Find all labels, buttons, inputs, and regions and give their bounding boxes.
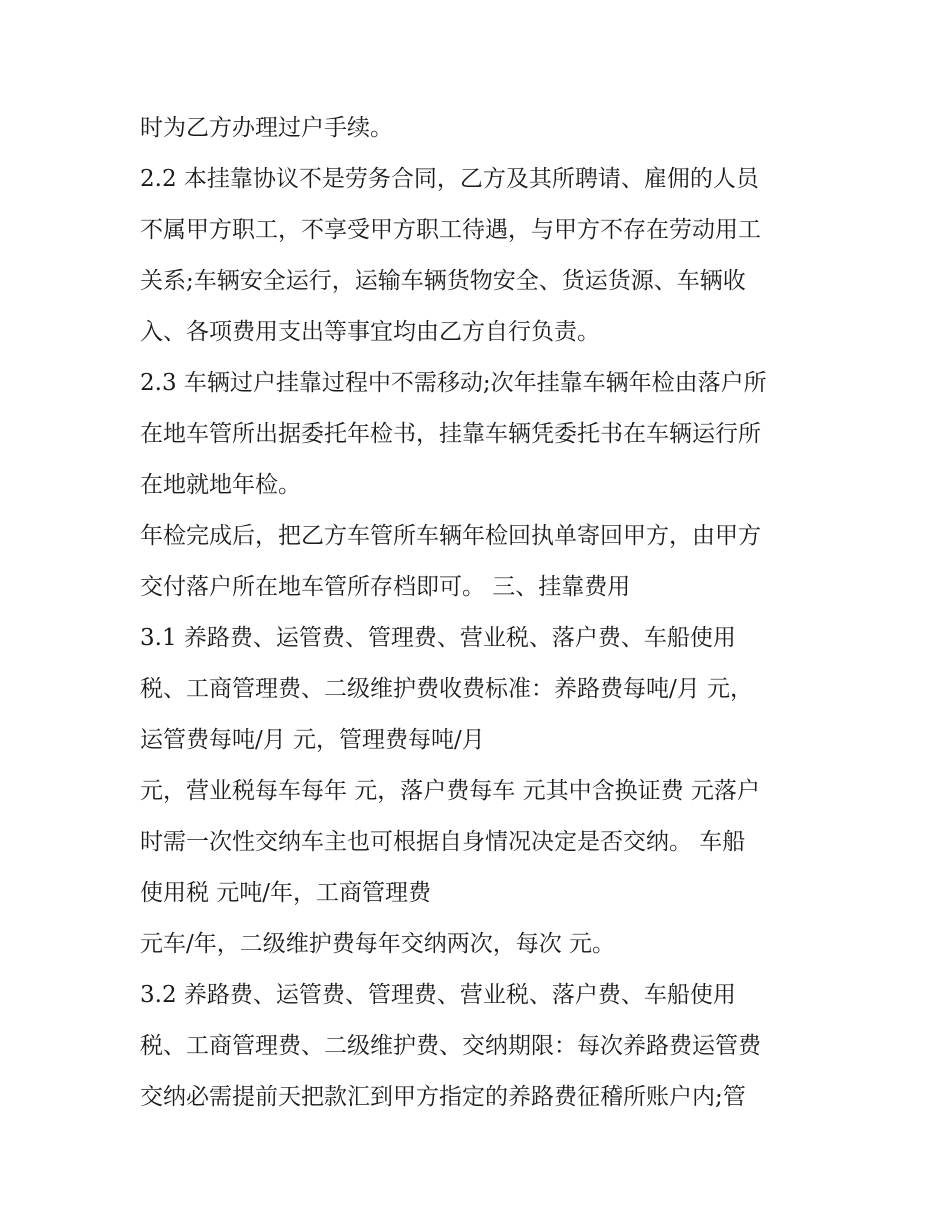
text-line: 3.2 养路费、运管费、管理费、营业税、落户费、车船使用: [140, 982, 736, 1008]
text-line: 使用税 元吨/年，工商管理费: [140, 880, 432, 906]
text-line: 在地车管所出据委托年检书，挂靠车辆凭委托书在车辆运行所: [140, 421, 761, 447]
text-line: 3.1 养路费、运管费、管理费、营业税、落户费、车船使用: [140, 625, 736, 651]
text-line: 关系;车辆安全运行，运输车辆货物安全、货运货源、车辆收: [140, 268, 746, 294]
text-line: 时为乙方办理过户手续。: [140, 115, 393, 141]
text-line: 2.2 本挂靠协议不是劳务合同，乙方及其所聘请、雇佣的人员: [140, 166, 759, 192]
text-line: 税、工商管理费、二级维护费、交纳期限：每次养路费运管费: [140, 1033, 761, 1059]
text-line: 在地就地年检。: [140, 472, 301, 498]
text-line: 税、工商管理费、二级维护费收费标准：养路费每吨/月 元，: [140, 676, 754, 702]
text-line: 不属甲方职工，不享受甲方职工待遇，与甲方不存在劳动用工: [140, 217, 761, 243]
text-line: 入、各项费用支出等事宜均由乙方自行负责。: [140, 319, 600, 345]
text-line: 交纳必需提前天把款汇到甲方指定的养路费征稽所账户内;管: [140, 1084, 746, 1110]
text-line: 运管费每吨/月 元，管理费每吨/月: [140, 727, 485, 753]
text-line: 交付落户所在地车管所存档即可。 三、挂靠费用: [140, 574, 631, 600]
text-line: 时需一次性交纳车主也可根据自身情况决定是否交纳。 车船: [140, 829, 746, 855]
text-line: 年检完成后，把乙方车管所车辆年检回执单寄回甲方，由甲方: [140, 523, 761, 549]
text-line: 2.3 车辆过户挂靠过程中不需移动;次年挂靠车辆年检由落户所: [140, 370, 767, 396]
text-line: 元车/年，二级维护费每年交纳两次，每次 元。: [140, 931, 616, 957]
text-line: 元，营业税每车每年 元，落户费每车 元其中含换证费 元落户: [140, 778, 760, 804]
